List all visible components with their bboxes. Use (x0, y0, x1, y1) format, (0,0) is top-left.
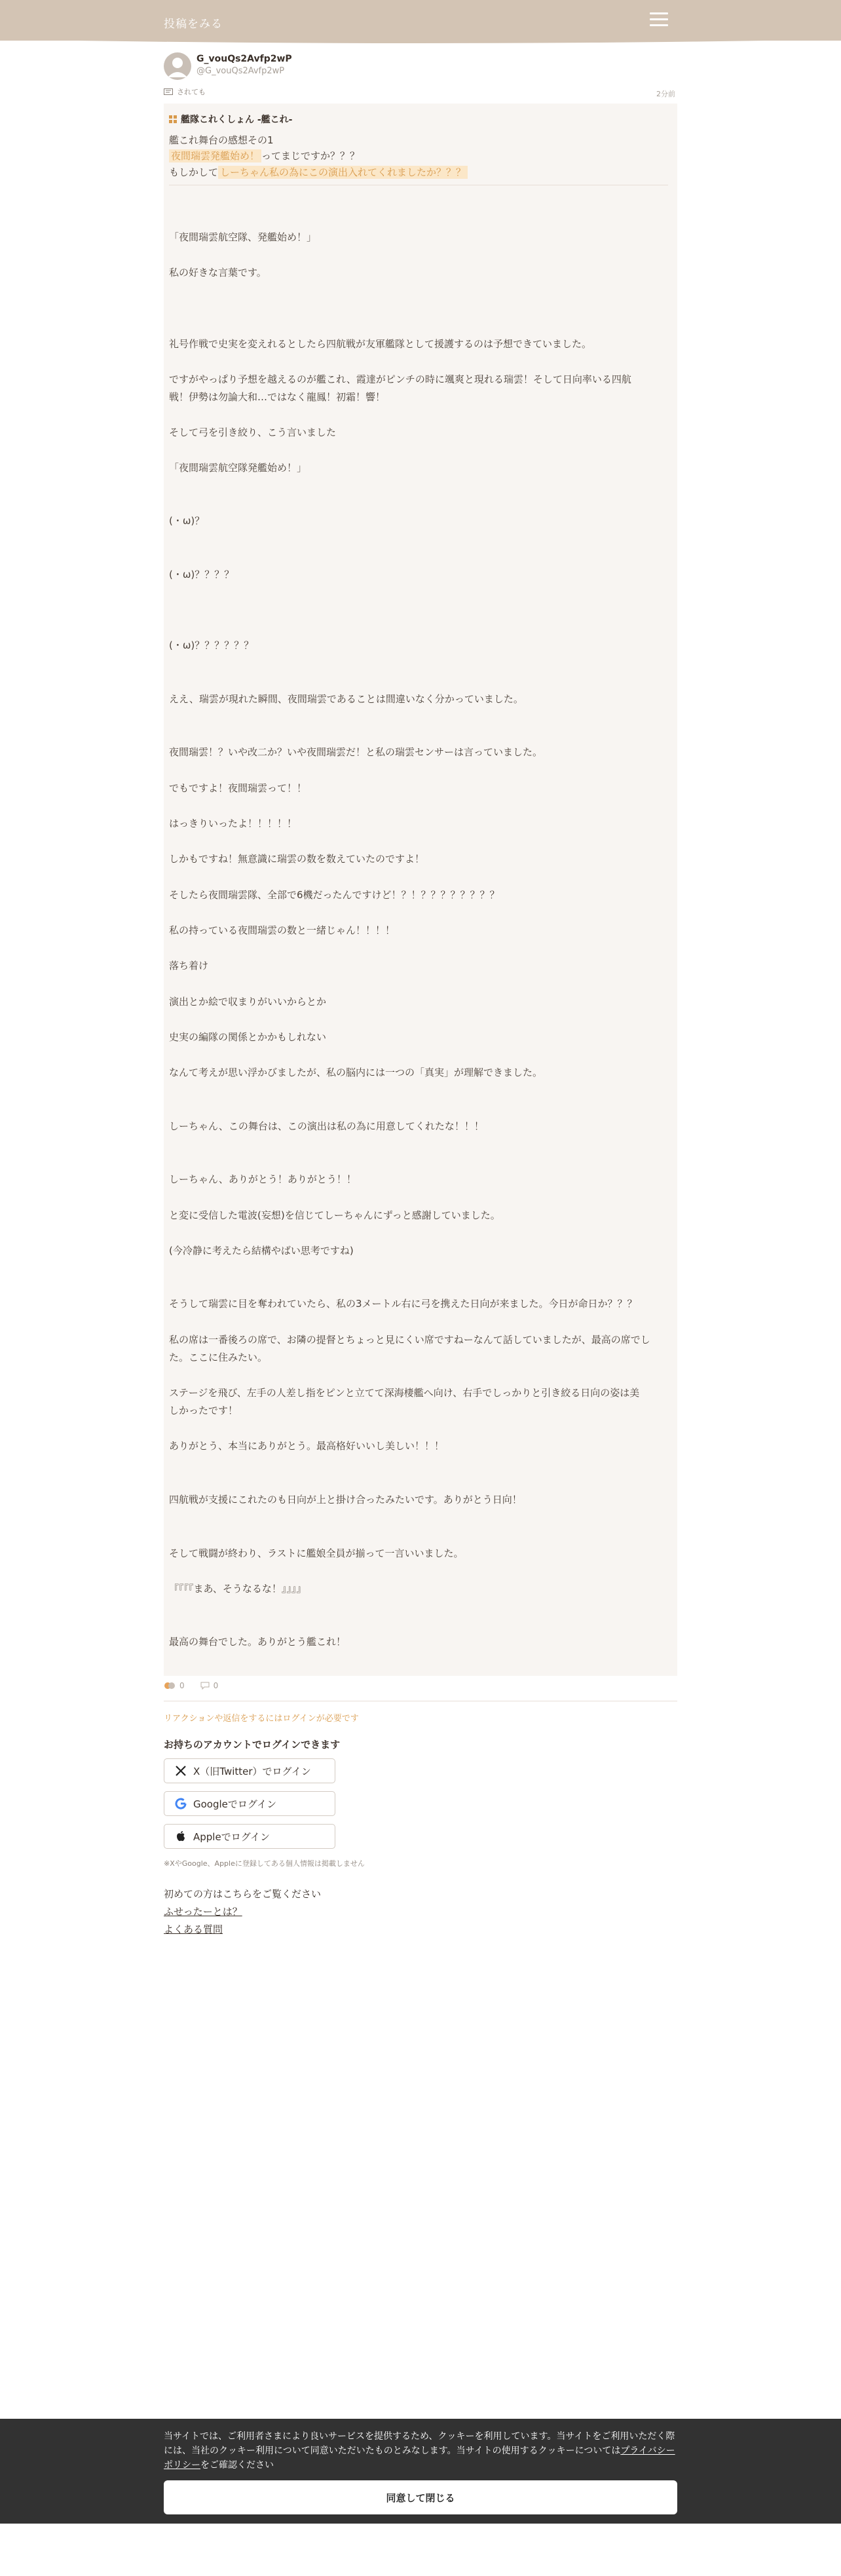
highlight-text: 夜間瑞雲発艦始め！ (169, 149, 261, 162)
post-line: (・ω)？？？？ (169, 569, 234, 580)
post-tag-label: 艦隊これくしょん -艦これ- (181, 115, 293, 125)
post-line: (・ω)？？？？？？ (169, 639, 254, 651)
post-line: 私の席は一番後ろの席で、お隣の提督とちょっと見にくい席ですねーなんて話していましたが、最高の席でし (169, 1334, 650, 1346)
reaction-icon (164, 1682, 176, 1690)
post-line: しーちゃん、この舞台は、この演出は私の為に用意してくれたな！！！ (169, 1120, 484, 1132)
cookie-text: 当サイトでは、ご利用者さまにより良いサービスを提供するため、クッキーを利用しています。当サイトをご利用いただく際には、当社のクッキー利用について同意いただいたものとみなします。当サイトの使用するクッキーについてはプライバシーポリシーをご確認ください (164, 2431, 675, 2471)
post-intro-1: 艦これ舞台の感想その1 (169, 134, 274, 146)
post-line: 『『『『まあ、そうなるな！』』』』 (169, 1583, 307, 1595)
post-line: しーちゃん、ありがとう！ありがとう！！ (169, 1173, 356, 1185)
post-line: 四航戦が支援にこれたのも日向が上と掛け合ったみたいです。ありがとう日向！ (169, 1494, 522, 1506)
post-line: 演出とか絵で収まりがいいからとか (169, 996, 327, 1008)
post-line: しかったです！ (169, 1405, 238, 1416)
grid-icon (169, 115, 177, 123)
post-line: 「夜間瑞雲航空隊発艦始め！」 (169, 462, 307, 474)
post-line: 礼号作戦で史実を変えれるとしたら四航戦が友軍艦隊として援護するのは予想できていました。 (169, 338, 592, 350)
post-line: 戦！伊勢は勿論大和…ではなく龍鳳！初霜！響！ (169, 391, 386, 403)
post-line: しかもですね！無意識に瑞雲の数を数えていたのですよ！ (169, 853, 425, 865)
page-title: 投稿をみる (164, 18, 223, 31)
x-login-button[interactable]: X（旧Twitter）でログイン (164, 1758, 335, 1783)
user-id: @G_vouQs2Avfp2wP (196, 66, 285, 76)
post-line: 落ち着け (169, 960, 209, 972)
apple-logo-icon (175, 1830, 187, 1842)
category-label: されても (177, 88, 206, 96)
x-logo-icon (175, 1765, 187, 1777)
header-wave (0, 33, 841, 47)
category-row (164, 86, 206, 97)
agree-close-button[interactable]: 同意して閉じる (164, 2480, 677, 2514)
comment-icon (200, 1682, 210, 1690)
post-intro-3: もしかして しーちゃん私の為にこの演出入れてくれましたか？？？ (169, 166, 468, 179)
post-line: ありがとう、本当にありがとう。最高格好いいし美しい！！！ (169, 1440, 445, 1452)
faq-link[interactable]: よくある質問 (164, 1923, 223, 1935)
post-line: た。ここに住みたい。 (169, 1352, 268, 1363)
post-line: 夜間瑞雲！？いや改二か？いや夜間瑞雲だ！と私の瑞雲センサーは言っていました。 (169, 746, 543, 758)
like-button[interactable] (164, 1681, 185, 1690)
google-login-button[interactable]: Googleでログイン (164, 1791, 335, 1816)
post-line: 私の好きな言葉です。 (169, 267, 267, 278)
highlight-text: しーちゃん私の為にこの演出入れてくれましたか？？？ (218, 166, 468, 179)
post-line: 最高の舞台でした。ありがとう艦これ！ (169, 1636, 346, 1648)
post-tag[interactable] (169, 113, 293, 126)
reaction-bar (164, 1681, 218, 1690)
post-line: そして弓を引き絞り、こう言いました (169, 426, 337, 438)
avatar[interactable] (164, 52, 191, 80)
comment-button[interactable] (200, 1681, 219, 1690)
post-line: ですがやっぱり予想を越えるのが艦これ、霞達がピンチの時に颯爽と現れる瑞雲！そして日向率いる四航 (169, 373, 631, 385)
post-line: (・ω)？ (169, 515, 205, 527)
post-line: はっきりいったよ！！！！！ (169, 818, 297, 829)
post-line: (今冷静に考えたら結構やばい思考ですね) (169, 1245, 354, 1257)
post-line: でもですよ！夜間瑞雲って！！ (169, 782, 307, 794)
login-heading: お持ちのアカウントでログインできます (164, 1739, 341, 1751)
post-line: と変に受信した電波(妄想)を信じてしーちゃんにずっと感謝していました。 (169, 1209, 500, 1221)
category-icon (164, 88, 173, 95)
post-line: ええ、瑞雲が現れた瞬間、夜間瑞雲であることは間違いなく分かっていました。 (169, 693, 523, 705)
post-time: 2分前 (656, 90, 675, 98)
post-line: なんて考えが思い浮かびましたが、私の脳内には一つの「真実」が理解できました。 (169, 1067, 543, 1078)
first-time-text: 初めての方はこちらをご覧ください (164, 1888, 322, 1900)
post-line: そしたら夜間瑞雲隊、全部で6機だったんですけど！？！？？？？？？？？ (169, 889, 500, 901)
post-intro-2: 夜間瑞雲発艦始め！ ってまじですか？？？ (169, 149, 360, 162)
menu-icon[interactable] (650, 11, 668, 28)
user-name[interactable]: G_vouQs2Avfp2wP (196, 54, 292, 64)
about-link[interactable]: ふせったーとは？ (164, 1906, 242, 1918)
post-line: ステージを飛び、左手の人差し指をピンと立てて深海棲艦へ向け、右手でしっかりと引き絞る日向の姿は美 (169, 1387, 640, 1399)
post-line: そうして瑞雲に目を奪われていたら、私の3メートル右に弓を携えた日向が来ました。今日が命日か？？？ (169, 1298, 637, 1310)
comment-count: 0 (213, 1681, 219, 1690)
login-required-notice: リアクションや返信をするにはログインが必要です (164, 1714, 359, 1724)
post-line: 私の持っている夜間瑞雲の数と一緒じゃん！！！！ (169, 924, 396, 936)
privacy-note: ※XやGoogle、Appleに登録してある個人情報は掲載しません (164, 1859, 365, 1868)
privacy-policy-link[interactable]: プライバシーポリシー (164, 2446, 675, 2471)
user-icon (164, 52, 191, 80)
post-line: 「夜間瑞雲航空隊、発艦始め！」 (169, 231, 317, 243)
google-logo-icon (175, 1798, 187, 1809)
post-line: そして戦闘が終わり、ラストに艦娘全員が揃って一言いいました。 (169, 1547, 464, 1559)
post-line: 史実の編隊の関係とかかもしれない (169, 1031, 327, 1043)
like-count: 0 (179, 1681, 185, 1690)
apple-login-button[interactable]: Appleでログイン (164, 1824, 335, 1849)
